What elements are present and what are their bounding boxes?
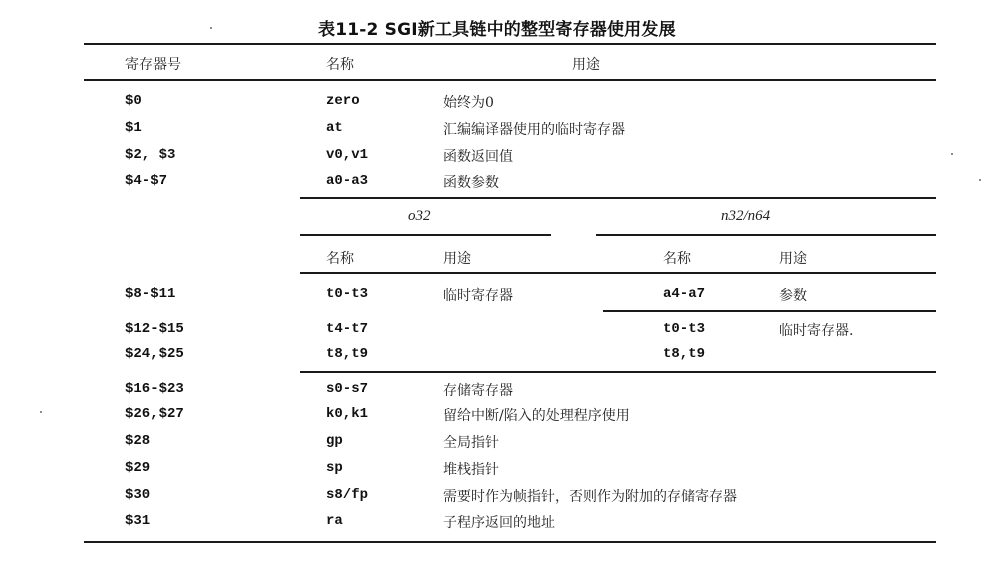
usage-cell: 全局指针 xyxy=(443,435,499,451)
usage-cell: 始终为0 xyxy=(443,95,494,111)
name-cell: v0,v1 xyxy=(326,147,369,163)
o32-group-rule xyxy=(300,234,551,236)
scan-speck xyxy=(979,179,981,181)
usage-cell: 汇编编译器使用的临时寄存器 xyxy=(443,122,625,138)
register-cell: $1 xyxy=(125,120,142,136)
n32-args-rule xyxy=(603,310,936,312)
usage-cell: 需要时作为帧指针，否则作为附加的存储寄存器 xyxy=(443,489,737,505)
name-cell: ra xyxy=(326,513,343,529)
scan-speck xyxy=(40,411,42,413)
name-cell: k0,k1 xyxy=(326,406,369,422)
register-cell: $31 xyxy=(125,513,151,529)
abi-label-n32-n64: n32/n64 xyxy=(721,208,771,224)
n32-usage-header: 用途 xyxy=(779,251,807,267)
register-cell: $29 xyxy=(125,460,151,476)
column-header-usage: 用途 xyxy=(572,57,600,73)
o32-name-header: 名称 xyxy=(326,251,354,267)
usage-cell: 堆栈指针 xyxy=(443,462,499,478)
n32-group-rule xyxy=(596,234,936,236)
o32-usage-header: 用途 xyxy=(443,251,471,267)
abi-section-bottom-rule xyxy=(300,371,936,373)
o32-name-cell: t8,t9 xyxy=(326,346,369,362)
register-cell: $0 xyxy=(125,93,142,109)
register-cell: $12-$15 xyxy=(125,321,184,337)
register-cell: $8-$11 xyxy=(125,286,176,302)
o32-name-cell: t0-t3 xyxy=(326,286,369,302)
table-bottom-rule xyxy=(84,541,936,543)
header-bottom-rule xyxy=(84,79,936,81)
usage-cell: 函数参数 xyxy=(443,175,499,191)
o32-name-cell: t4-t7 xyxy=(326,321,369,337)
table-top-rule xyxy=(84,43,936,45)
n32-name-cell: a4-a7 xyxy=(663,286,706,302)
scan-speck xyxy=(951,153,953,155)
abi-subheader-rule xyxy=(300,272,936,274)
column-header-register-no: 寄存器号 xyxy=(125,57,181,73)
column-header-name: 名称 xyxy=(326,57,354,73)
register-cell: $30 xyxy=(125,487,151,503)
register-cell: $4-$7 xyxy=(125,173,168,189)
usage-cell: 子程序返回的地址 xyxy=(443,515,555,531)
usage-cell: 函数返回值 xyxy=(443,149,513,165)
register-cell: $28 xyxy=(125,433,151,449)
register-cell: $2, $3 xyxy=(125,147,176,163)
n32-usage-cell: 临时寄存器. xyxy=(779,323,854,339)
usage-cell: 留给中断/陷入的处理程序使用 xyxy=(443,408,630,424)
register-cell: $16-$23 xyxy=(125,381,184,397)
name-cell: s8/fp xyxy=(326,487,369,503)
n32-name-cell: t0-t3 xyxy=(663,321,706,337)
name-cell: s0-s7 xyxy=(326,381,369,397)
name-cell: zero xyxy=(326,93,360,109)
scan-speck xyxy=(210,27,212,29)
o32-usage-cell: 临时寄存器 xyxy=(443,288,513,304)
register-cell: $26,$27 xyxy=(125,406,184,422)
abi-label-o32: o32 xyxy=(408,208,431,224)
n32-name-header: 名称 xyxy=(663,251,691,267)
name-cell: sp xyxy=(326,460,343,476)
name-cell: a0-a3 xyxy=(326,173,369,189)
name-cell: gp xyxy=(326,433,343,449)
n32-name-cell: t8,t9 xyxy=(663,346,706,362)
name-cell: at xyxy=(326,120,343,136)
table-caption: 表11-2 SGI新工具链中的整型寄存器使用发展 xyxy=(318,20,676,40)
n32-usage-cell: 参数 xyxy=(779,288,807,304)
abi-section-top-rule xyxy=(300,197,936,199)
usage-cell: 存储寄存器 xyxy=(443,383,513,399)
register-cell: $24,$25 xyxy=(125,346,184,362)
